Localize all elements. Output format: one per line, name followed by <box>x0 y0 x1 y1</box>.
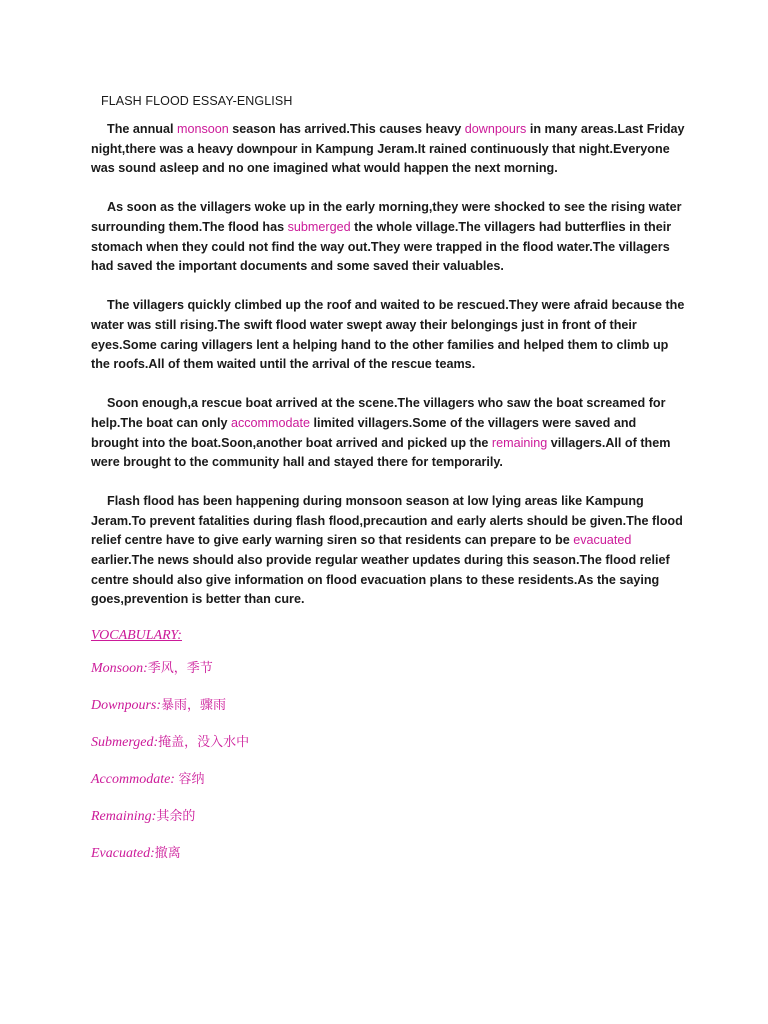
text-run: season has arrived.This causes heavy <box>228 122 465 136</box>
vocab-word: Evacuated: <box>91 846 155 861</box>
essay-paragraph <box>91 394 687 472</box>
highlighted-word: submerged <box>287 219 351 234</box>
vocabulary-item <box>91 844 249 881</box>
vocab-meaning: 季风，季节 <box>147 661 213 676</box>
vocabulary-item <box>91 733 249 770</box>
vocab-meaning: 撤离 <box>154 846 181 861</box>
vocab-meaning: 其余的 <box>156 809 196 824</box>
text-run: As soon as the villagers woke up in the early morning,they were shocked to see the rising water surrounding them.The flood has <box>91 200 682 234</box>
vocabulary-item <box>91 696 249 733</box>
text-run: The villagers quickly climbed up the roof and waited to be rescued.They were afraid because the water was still rising.The swift flood water swept away their belongings just in front of their eyes.Some caring villagers lent a helping hand to the other families and helped them to climb up the roofs.All of them waited until the arrival of the rescue teams. <box>91 298 685 372</box>
vocab-meaning: 容纳 <box>178 772 205 787</box>
text-run: Soon enough,a rescue boat arrived at the scene.The villagers who saw the boat screamed for help.The boat can only <box>91 396 666 430</box>
vocabulary-item <box>91 770 249 807</box>
highlighted-word: monsoon <box>176 122 229 136</box>
text-run: Flash flood has been happening during monsoon season at low lying areas like Kampung Jeram.To prevent fatalities during flash flood,precaution and early alerts should be given.The flood relief centre have to give early warning siren so that residents can prepare to be <box>91 494 683 548</box>
essay-paragraph <box>91 120 687 179</box>
essay-title: FLASH FLOOD ESSAY-ENGLISH <box>101 94 293 108</box>
essay-paragraph <box>91 492 687 610</box>
vocabulary-section <box>91 628 249 881</box>
essay-paragraph <box>91 198 687 276</box>
vocab-word: Downpours: <box>91 698 162 713</box>
vocabulary-item <box>91 659 249 696</box>
vocab-meaning: 暴雨，骤雨 <box>161 698 227 713</box>
essay-paragraph <box>91 296 687 374</box>
vocab-word: Submerged: <box>91 735 159 750</box>
text-run: the whole village.The villagers had butterflies in their stomach when they could not find the way out.They were trapped in the flood water.The villagers had saved the important documents and some saved their valuables. <box>91 219 672 274</box>
vocabulary-heading: VOCABULARY: <box>91 628 182 643</box>
text-run: The annual <box>107 122 177 136</box>
vocabulary-item <box>91 807 249 844</box>
vocab-word: Monsoon: <box>91 661 148 676</box>
text-run: limited villagers.Some of the villagers were saved and brought into the boat.Soon,another boat arrived and picked up the <box>91 415 637 450</box>
text-run: earlier.The news should also provide regular weather updates during this season.The flood relief centre should also give information on flood evacuation plans to these residents.As the saying goes,prevention is better than cure. <box>91 553 670 607</box>
vocab-word: Remaining: <box>91 809 157 824</box>
essay-body <box>91 120 687 629</box>
highlighted-word: evacuated <box>573 533 632 548</box>
vocab-meaning: 掩盖，没入水中 <box>158 735 250 750</box>
highlighted-word: downpours <box>464 122 527 136</box>
highlighted-word: remaining <box>491 435 548 450</box>
text-run: villagers.All of them were brought to the community hall and stayed there for temporarily. <box>91 435 671 470</box>
text-run: in many areas.Last Friday night,there was a heavy downpour in Kampung Jeram.It rained continuously that night.Everyone was sound asleep and no one imagined what would happen the next morning. <box>91 122 685 176</box>
vocab-word: Accommodate: <box>91 772 179 787</box>
highlighted-word: accommodate <box>230 415 311 430</box>
